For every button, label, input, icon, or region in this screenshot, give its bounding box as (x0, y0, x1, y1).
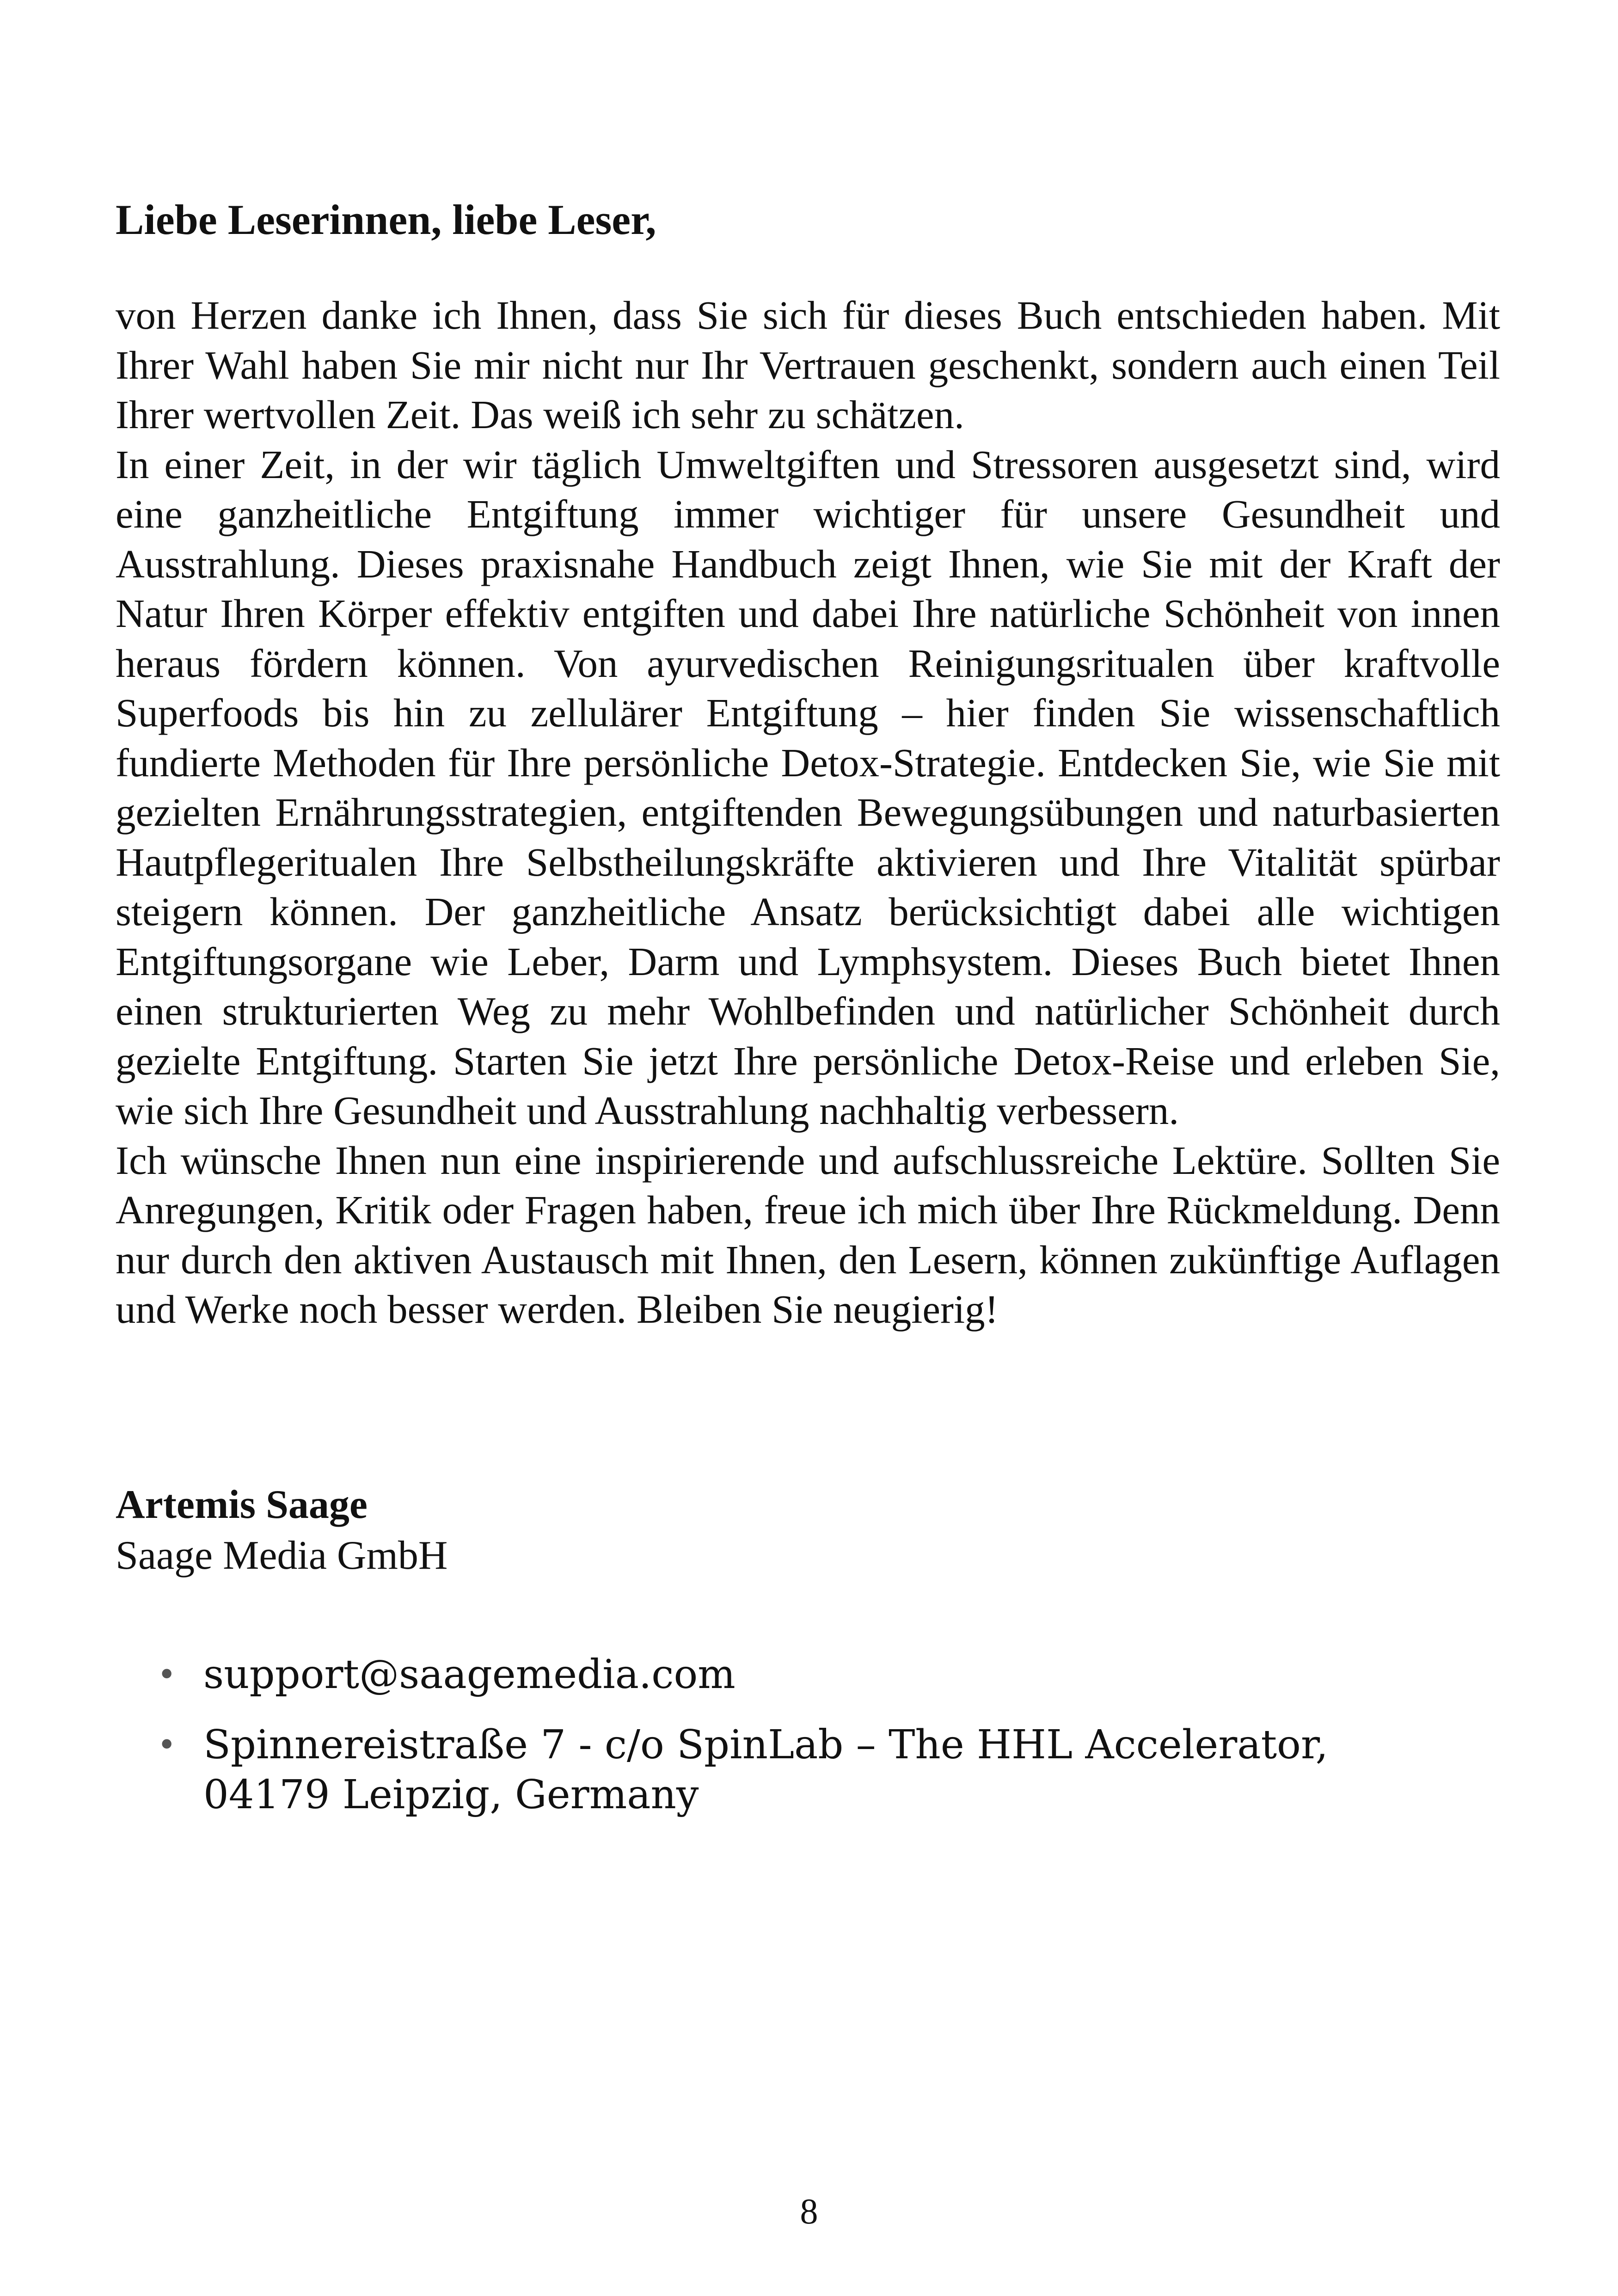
company-name: Saage Media GmbH (116, 1533, 448, 1578)
letter-paragraph-thanks: von Herzen danke ich Ihnen, dass Sie sich für dieses Buch entschieden haben. Mit Ihrer Wahl haben Sie mir nicht nur Ihr Vertrauen geschenkt, sondern auch einen Teil Ihrer wertvollen Zeit. Das weiß ich sehr zu schätzen. (116, 293, 1500, 437)
contact-email-item (157, 1650, 1452, 1700)
letter-paragraph-content: In einer Zeit, in der wir täglich Umweltgiften und Stressoren ausgesetzt sind, wird eine ganzheitliche Entgiftung immer wichtiger für unsere Gesundheit und Ausstrahlung. Dieses praxisnahe Handbuch zeigt Ihnen, wie Sie mit der Kraft der Natur Ihren Körper effektiv entgiften und dabei Ihre natürliche Schönheit von innen heraus fördern können. Von ayurvedischen Reinigungsritualen über kraftvolle Superfoods bis hin zu zellulärer Entgiftung – hier finden Sie wissenschaftlich fundierte Methoden für Ihre persönliche Detox-Strategie. Entdecken Sie, wie Sie mit gezielten Ernährungsstrategien, entgiftenden Bewegungsübungen und naturbasierten Hautpflegeritualen Ihre Selbstheilungskräfte aktivieren und Ihre Vitalität spürbar steigern können. Der ganzheitliche Ansatz berücksichtigt dabei alle wichtigen Entgiftungsorgane wie Leber, Darm und Lymphsystem. Dieses Buch bietet Ihnen einen strukturierten Weg zu mehr Wohlbefinden und natürlicher Schönheit durch gezielte Entgiftung. Starten Sie jetzt Ihre persönliche Detox-Reise und erleben Sie, wie sich Ihre Gesundheit und Ausstrahlung nachhaltig verbessern. (116, 442, 1500, 1133)
contact-address-item (157, 1720, 1452, 1820)
signature-block (116, 1480, 1410, 1581)
page-number: 8 (800, 2191, 818, 2231)
contact-email-link[interactable]: support@saagemedia.com (203, 1651, 735, 1698)
contact-address-text: Spinnereistraße 7 - c/o SpinLab – The HHL Accelerator, 04179 Leipzig, Germany (203, 1722, 1328, 1818)
bullet-icon: • (157, 1726, 177, 1764)
letter-body (116, 290, 1500, 1334)
author-name: Artemis Saage (116, 1482, 368, 1527)
salutation-heading: Liebe Leserinnen, liebe Leser, (116, 196, 656, 243)
bullet-icon: • (157, 1656, 177, 1694)
letter-paragraph-closing: Ich wünsche Ihnen nun eine inspirierende und aufschlussreiche Lektüre. Sollten Sie Anregungen, Kritik oder Fragen haben, freue ich mich über Ihre Rückmeldung. Denn nur durch den aktiven Austausch mit Ihnen, den Lesern, können zukünftige Auflagen und Werke noch besser werden. Bleiben Sie neugierig! (116, 1137, 1500, 1332)
contact-list (157, 1650, 1452, 1840)
